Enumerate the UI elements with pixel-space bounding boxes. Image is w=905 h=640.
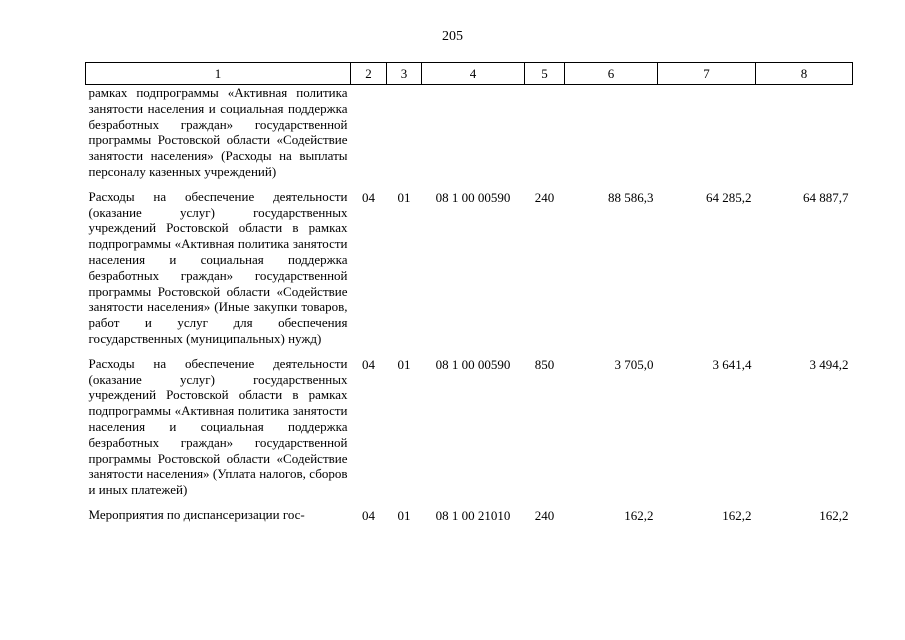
amount-col-8: 3 494,2 <box>809 356 849 372</box>
amount-col-7: 162,2 <box>722 507 752 523</box>
expense-type-code: 850 <box>534 356 555 372</box>
subsection-code: 01 <box>397 507 411 523</box>
amount-col-7: 3 641,4 <box>712 356 752 372</box>
table-row <box>86 356 853 507</box>
amount-col-8: 162,2 <box>819 507 849 523</box>
column-header-8: 8 <box>756 63 853 85</box>
column-header-6: 6 <box>565 63 658 85</box>
target-article-code: 08 1 00 00590 <box>435 189 511 205</box>
section-code: 04 <box>362 356 375 372</box>
section-code <box>351 85 387 189</box>
target-article-code <box>422 85 525 189</box>
table-row <box>86 85 853 189</box>
amount-col-6 <box>565 85 658 189</box>
section-code: 04 <box>362 189 375 205</box>
expense-type-code: 240 <box>534 189 555 205</box>
column-header-1: 1 <box>86 63 351 85</box>
column-header-2: 2 <box>351 63 387 85</box>
expense-description: Расходы на обеспечение деятельности (оказание услуг) государственных учреждений Ростовской области в рамках подпрограммы «Активная политика занятости населения и социальная поддержка безработных граждан» государственной программы Ростовской области «Содействие занятости населения» (Уплата налогов, сборов и иных платежей) <box>88 355 348 498</box>
table-header-row <box>86 63 853 85</box>
amount-col-6: 3 705,0 <box>614 356 654 372</box>
expense-type-code: 240 <box>534 507 555 523</box>
page-number: 205 <box>442 29 463 44</box>
budget-table <box>85 62 853 524</box>
table-row <box>86 189 853 356</box>
expense-type-code <box>525 85 565 189</box>
subsection-code: 01 <box>397 356 411 372</box>
subsection-code <box>387 85 422 189</box>
table-row <box>86 507 853 524</box>
amount-col-8: 64 887,7 <box>803 189 849 205</box>
amount-col-6: 88 586,3 <box>608 189 654 205</box>
target-article-code: 08 1 00 21010 <box>435 507 511 523</box>
subsection-code: 01 <box>397 189 411 205</box>
amount-col-8 <box>756 85 853 189</box>
column-header-4: 4 <box>422 63 525 85</box>
expense-description: Мероприятия по диспансеризации гос- <box>88 506 305 522</box>
expense-description: рамках подпрограммы «Активная политика занятости населения и социальная поддержка безработных граждан» государственной программы Ростовской области «Содействие занятости населения» (Расходы на выплаты персоналу казенных учреждений) <box>88 85 348 179</box>
column-header-3: 3 <box>387 63 422 85</box>
target-article-code: 08 1 00 00590 <box>435 356 511 372</box>
column-header-7: 7 <box>658 63 756 85</box>
expense-description: Расходы на обеспечение деятельности (оказание услуг) государственных учреждений Ростовской области в рамках подпрограммы «Активная политика занятости населения и социальная поддержка безработных граждан» государственной программы Ростовской области «Содействие занятости населения» (Иные закупки товаров, работ и услуг для обеспечения государственных (муниципальных) нужд) <box>88 188 348 346</box>
amount-col-7 <box>658 85 756 189</box>
section-code: 04 <box>362 507 375 523</box>
column-header-5: 5 <box>525 63 565 85</box>
amount-col-7: 64 285,2 <box>706 189 752 205</box>
amount-col-6: 162,2 <box>624 507 654 523</box>
